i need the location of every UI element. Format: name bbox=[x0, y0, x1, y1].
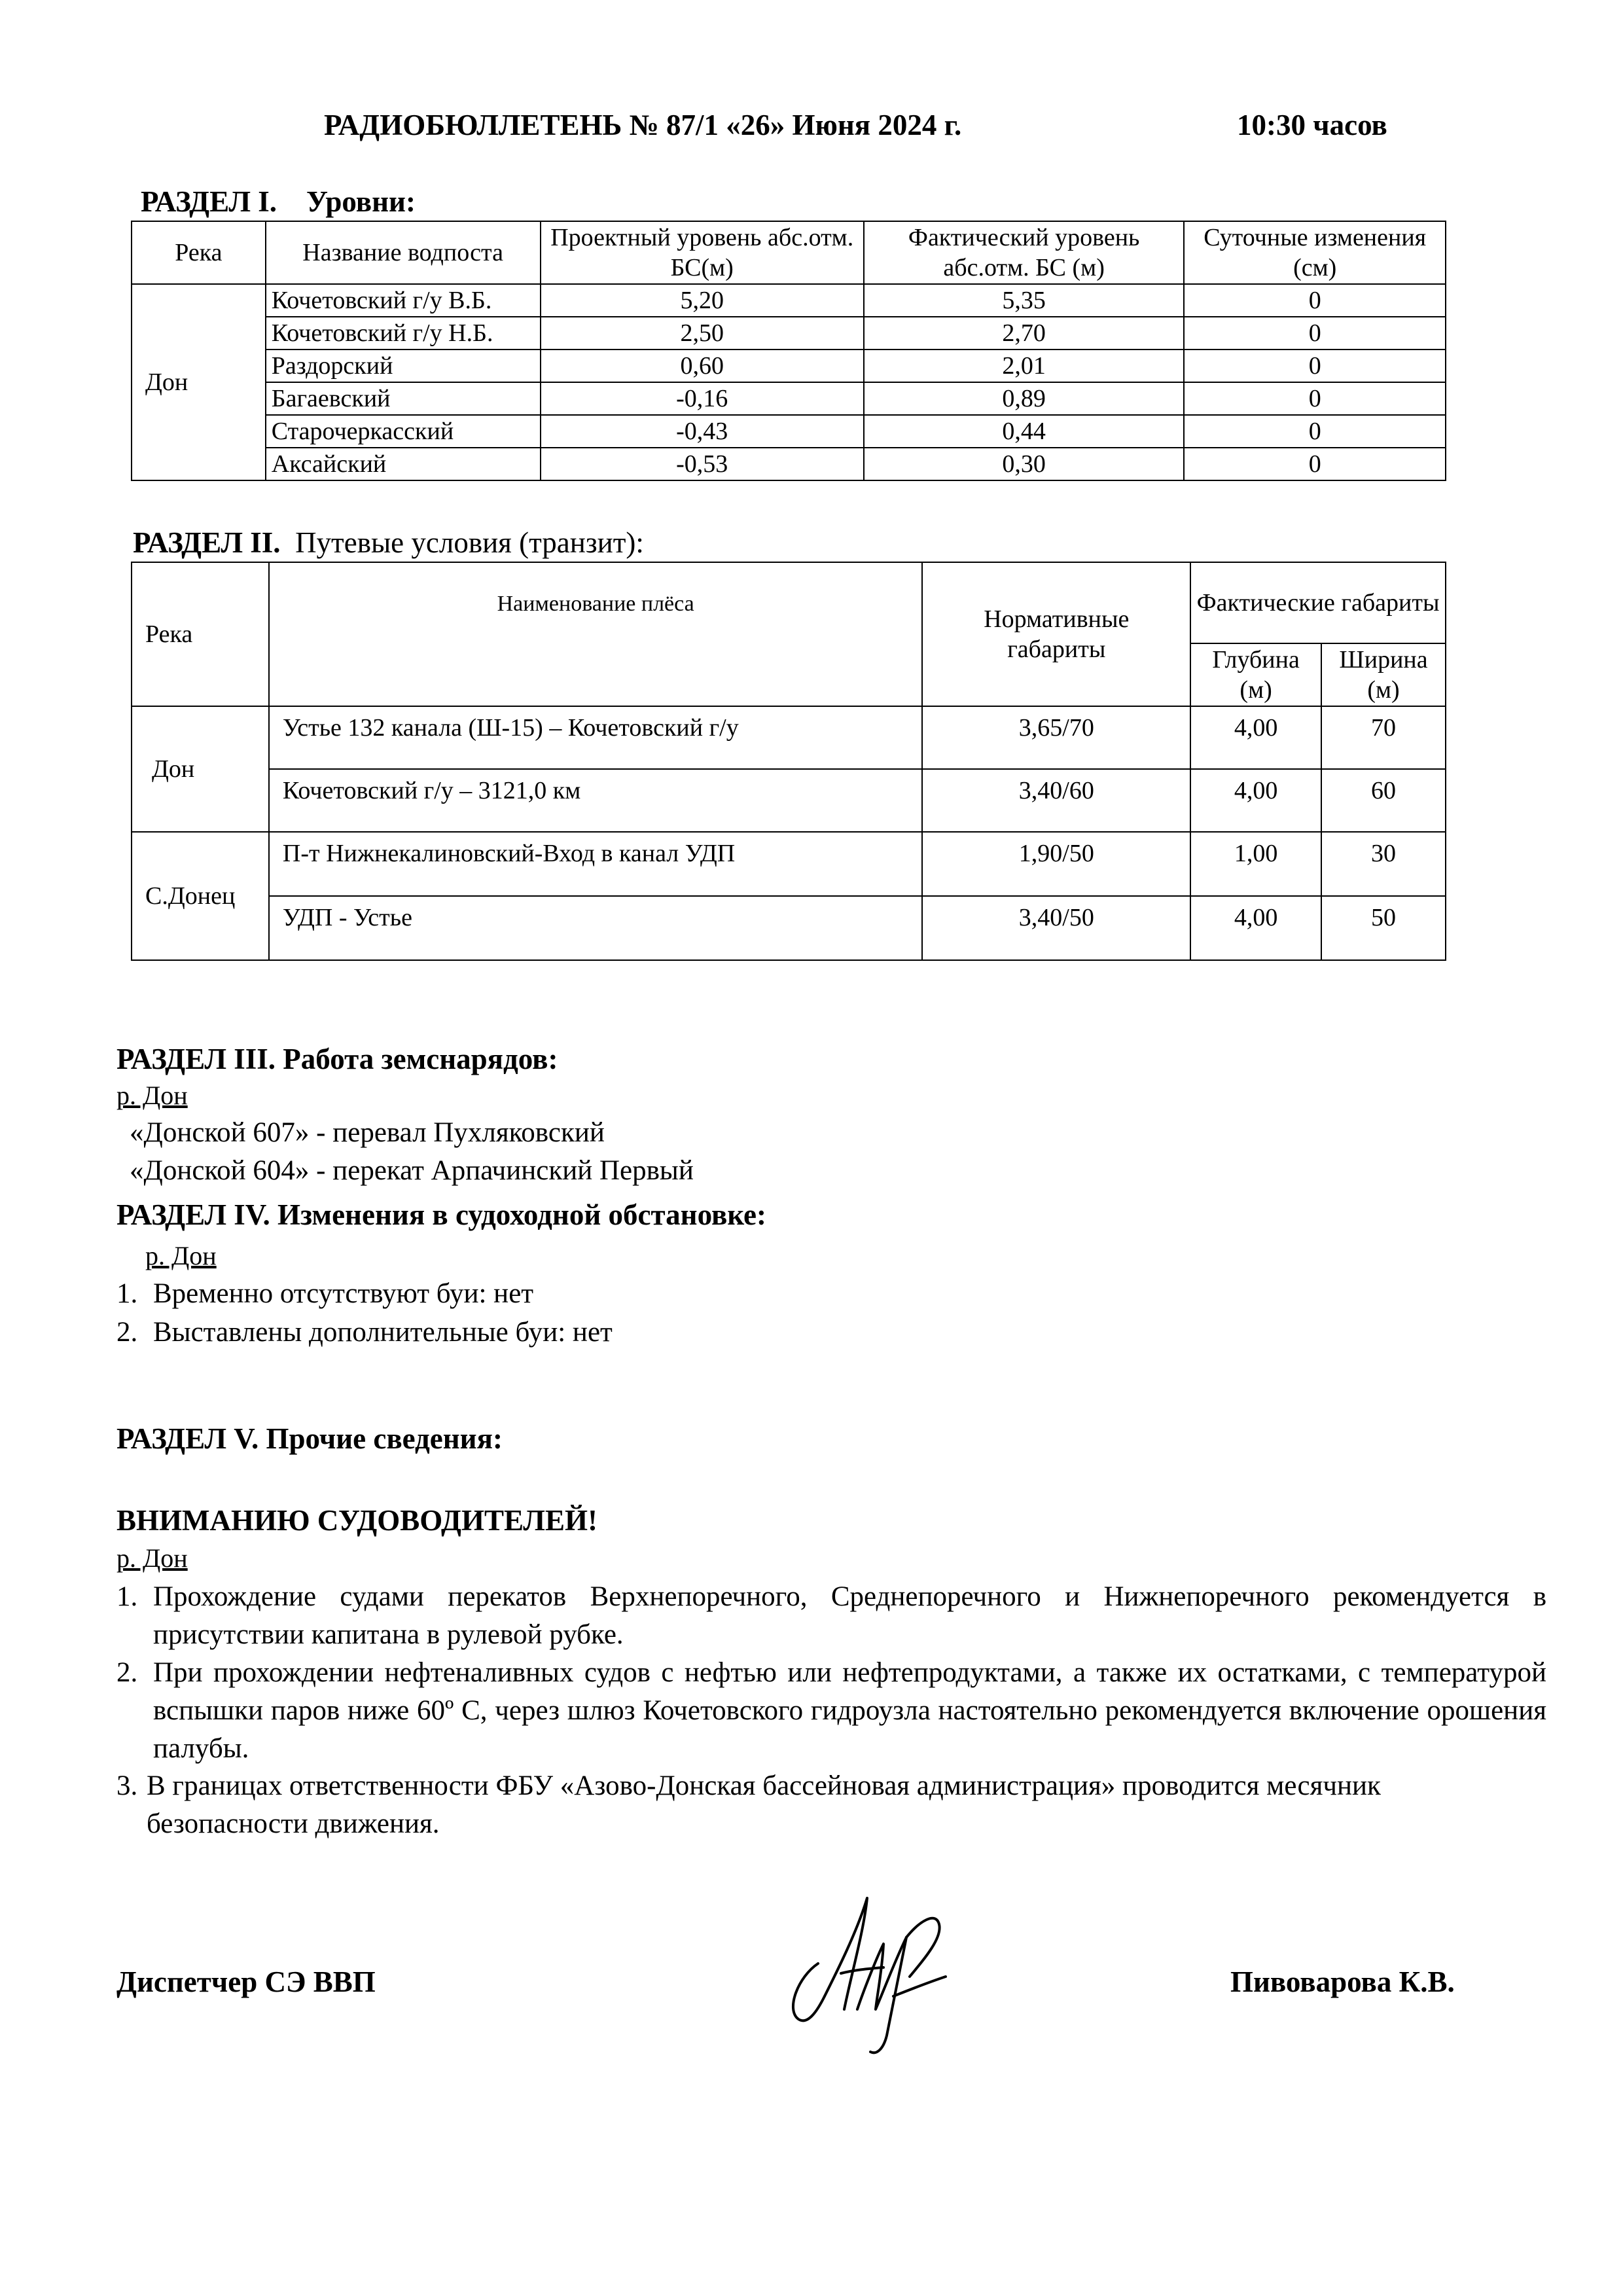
normative-cell: 3,40/50 bbox=[922, 896, 1190, 960]
signature-image bbox=[779, 1885, 969, 2062]
depth-cell: 1,00 bbox=[1190, 832, 1321, 896]
actual-cell: 2,01 bbox=[864, 350, 1184, 382]
col-header-width: Ширина (м) bbox=[1321, 643, 1446, 706]
section2-title: РАЗДЕЛ II. bbox=[133, 526, 281, 559]
list-text: В границах ответственности ФБУ «Азово-Донская бассейновая администрация» проводится месячник безопасности движения. bbox=[147, 1770, 1381, 1839]
col-header-post: Название водпоста bbox=[266, 221, 541, 284]
section1-subtitle: Уровни: bbox=[306, 185, 416, 218]
attention-title: ВНИМАНИЮ СУДОВОДИТЕЛЕЙ! bbox=[116, 1504, 597, 1537]
actual-cell: 0,30 bbox=[864, 448, 1184, 480]
post-cell: Старочеркасский bbox=[266, 415, 541, 448]
col-header-normative: Нормативные габариты bbox=[922, 562, 1190, 706]
dredger-item: «Донской 607» - перевал Пухляковский bbox=[130, 1117, 605, 1148]
col-header-actual-level: Фактический уровень абс.отм. БС (м) bbox=[864, 221, 1184, 284]
width-cell: 50 bbox=[1321, 896, 1446, 960]
col-header-river: Река bbox=[132, 562, 269, 706]
list-number: 2. bbox=[116, 1317, 138, 1348]
reach-cell: Кочетовский г/у – 3121,0 км bbox=[269, 769, 923, 832]
col-header-daily-change: Суточные изменения (см) bbox=[1184, 221, 1446, 284]
levels-header-row bbox=[132, 221, 1446, 284]
river-cell: Дон bbox=[132, 284, 266, 480]
list-number: 3. bbox=[116, 1770, 138, 1801]
actual-cell: 0,89 bbox=[864, 382, 1184, 415]
attention-river: р. Дон bbox=[116, 1543, 188, 1573]
actual-cell: 0,44 bbox=[864, 415, 1184, 448]
change-cell: 0 bbox=[1184, 448, 1446, 480]
table-row bbox=[132, 448, 1446, 480]
change-cell: 0 bbox=[1184, 415, 1446, 448]
section3-river: р. Дон bbox=[116, 1081, 188, 1110]
post-cell: Кочетовский г/у Н.Б. bbox=[266, 317, 541, 350]
reach-cell: УДП - Устье bbox=[269, 896, 923, 960]
section4-river: р. Дон bbox=[145, 1241, 217, 1270]
change-cell: 0 bbox=[1184, 382, 1446, 415]
table-row bbox=[132, 382, 1446, 415]
post-cell: Аксайский bbox=[266, 448, 541, 480]
table-row bbox=[132, 284, 1446, 317]
list-number: 1. bbox=[116, 1278, 138, 1309]
section1-heading bbox=[141, 185, 416, 219]
post-cell: Багаевский bbox=[266, 382, 541, 415]
project-cell: 5,20 bbox=[541, 284, 864, 317]
depth-cell: 4,00 bbox=[1190, 769, 1321, 832]
list-text: Временно отсутствуют буи: нет bbox=[153, 1278, 534, 1309]
col-header-actual: Фактические габариты bbox=[1190, 562, 1446, 643]
table-row bbox=[132, 769, 1446, 832]
col-header-project-level: Проектный уровень абс.отм. БС(м) bbox=[541, 221, 864, 284]
transit-table bbox=[131, 562, 1446, 961]
normative-cell: 3,65/70 bbox=[922, 706, 1190, 769]
project-cell: -0,53 bbox=[541, 448, 864, 480]
depth-cell: 4,00 bbox=[1190, 706, 1321, 769]
post-cell: Кочетовский г/у В.Б. bbox=[266, 284, 541, 317]
list-text: Выставлены дополнительные буи: нет bbox=[153, 1317, 613, 1348]
dispatcher-name: Пивоварова К.В. bbox=[1230, 1965, 1455, 1998]
list-number: 2. bbox=[116, 1657, 138, 1688]
dredger-item: «Донской 604» - перекат Арпачинский Первый bbox=[130, 1155, 694, 1186]
list-number: 1. bbox=[116, 1581, 138, 1612]
project-cell: -0,16 bbox=[541, 382, 864, 415]
table-row bbox=[132, 896, 1446, 960]
list-text: При прохождении нефтеналивных судов с нефтью или нефтепродуктами, а также их остатками, с температурой вспышки паров ниже 60º С, через шлюз Кочетовского гидроузла настоятельно рекомендуется включение орошения палубы. bbox=[153, 1657, 1546, 1764]
project-cell: 2,50 bbox=[541, 317, 864, 350]
col-header-reach: Наименование плёса bbox=[269, 562, 923, 706]
section2-subtitle: Путевые условия (транзит): bbox=[295, 526, 644, 559]
project-cell: -0,43 bbox=[541, 415, 864, 448]
col-header-depth: Глубина (м) bbox=[1190, 643, 1321, 706]
transit-header-row bbox=[132, 562, 1446, 643]
reach-cell: Устье 132 канала (Ш-15) – Кочетовский г/у bbox=[269, 706, 923, 769]
col-header-river: Река bbox=[132, 221, 266, 284]
table-row bbox=[132, 317, 1446, 350]
section1-title: РАЗДЕЛ I. bbox=[141, 185, 277, 218]
normative-cell: 1,90/50 bbox=[922, 832, 1190, 896]
width-cell: 30 bbox=[1321, 832, 1446, 896]
table-row bbox=[132, 350, 1446, 382]
project-cell: 0,60 bbox=[541, 350, 864, 382]
dispatcher-position: Диспетчер СЭ ВВП bbox=[116, 1965, 376, 1998]
section5-title: РАЗДЕЛ V. Прочие сведения: bbox=[116, 1422, 503, 1455]
width-cell: 70 bbox=[1321, 706, 1446, 769]
width-cell: 60 bbox=[1321, 769, 1446, 832]
change-cell: 0 bbox=[1184, 284, 1446, 317]
depth-cell: 4,00 bbox=[1190, 896, 1321, 960]
section4-title: РАЗДЕЛ IV. Изменения в судоходной обстановке: bbox=[116, 1198, 767, 1231]
change-cell: 0 bbox=[1184, 317, 1446, 350]
levels-table bbox=[131, 221, 1446, 481]
table-row bbox=[132, 415, 1446, 448]
table-row bbox=[132, 832, 1446, 896]
normative-cell: 3,40/60 bbox=[922, 769, 1190, 832]
list-item bbox=[116, 1275, 902, 1313]
section3-title: РАЗДЕЛ III. Работа земснарядов: bbox=[116, 1043, 558, 1075]
list-item bbox=[116, 1578, 1546, 1657]
bulletin-title: РАДИОБЮЛЛЕТЕНЬ № 87/1 «26» Июня 2024 г. bbox=[324, 109, 962, 141]
post-cell: Раздорский bbox=[266, 350, 541, 382]
list-item bbox=[116, 1654, 1546, 1772]
list-item bbox=[116, 1314, 902, 1352]
bulletin-time: 10:30 часов bbox=[1237, 109, 1387, 141]
river-cell: С.Донец bbox=[132, 832, 269, 960]
actual-cell: 5,35 bbox=[864, 284, 1184, 317]
change-cell: 0 bbox=[1184, 350, 1446, 382]
section2-heading bbox=[133, 526, 644, 560]
list-item bbox=[116, 1767, 1465, 1846]
river-cell: Дон bbox=[132, 706, 269, 832]
list-text: Прохождение судами перекатов Верхнепоречного, Среднепоречного и Нижнепоречного рекомендуется в присутствии капитана в рулевой рубке. bbox=[153, 1581, 1546, 1650]
actual-cell: 2,70 bbox=[864, 317, 1184, 350]
table-row bbox=[132, 706, 1446, 769]
reach-cell: П-т Нижнекалиновский-Вход в канал УДП bbox=[269, 832, 923, 896]
